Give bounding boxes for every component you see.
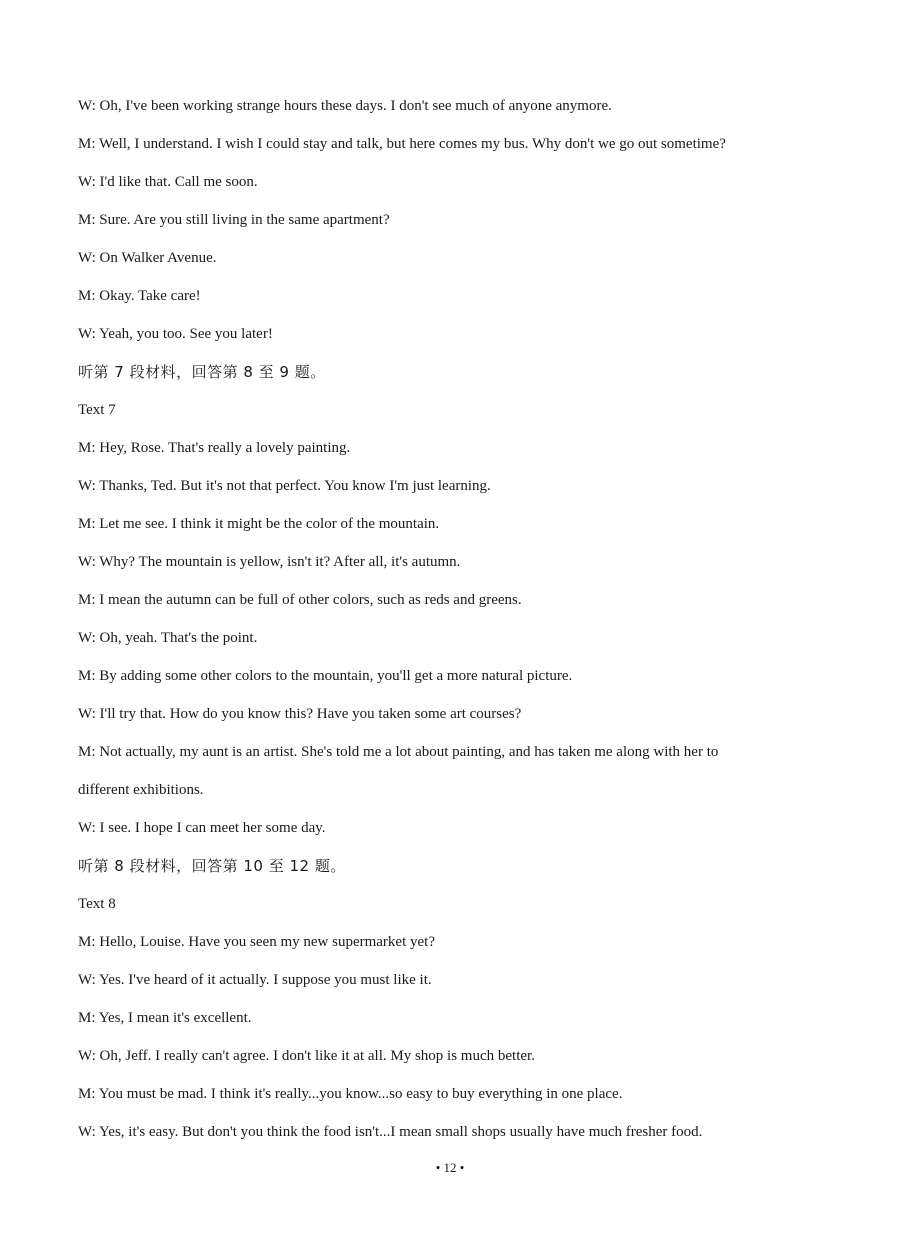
transcript-line: W: Thanks, Ted. But it's not that perfect. You know I'm just learning. <box>78 478 491 494</box>
transcript-line: W: I'll try that. How do you know this? Have you taken some art courses? <box>78 706 522 722</box>
transcript-line: M: Sure. Are you still living in the same apartment? <box>78 212 390 228</box>
transcript-line: M: By adding some other colors to the mountain, you'll get a more natural picture. <box>78 668 573 684</box>
page-number: • 12 • <box>435 1160 465 1175</box>
transcript-line: W: I see. I hope I can meet her some day. <box>78 820 326 836</box>
section-instruction: 听第 8 段材料，回答第 10 至 12 题。 <box>78 857 346 875</box>
transcript-line: M: Well, I understand. I wish I could stay and talk, but here comes my bus. Why don't we go out sometime? <box>78 136 726 152</box>
transcript-line: M: Hey, Rose. That's really a lovely painting. <box>78 440 351 456</box>
transcript-line: W: I'd like that. Call me soon. <box>78 174 258 190</box>
transcript-line: M: Let me see. I think it might be the color of the mountain. <box>78 516 440 532</box>
section-heading: Text 8 <box>78 896 116 912</box>
transcript-line: W: Yeah, you too. See you later! <box>78 326 273 342</box>
transcript-line: M: Yes, I mean it's excellent. <box>78 1010 252 1026</box>
transcript-line: M: I mean the autumn can be full of other colors, such as reds and greens. <box>78 592 522 608</box>
section-heading: Text 7 <box>78 402 116 418</box>
transcript-line-continuation: different exhibitions. <box>78 782 204 798</box>
transcript-line: W: Why? The mountain is yellow, isn't it? After all, it's autumn. <box>78 554 461 570</box>
transcript-line: W: Oh, I've been working strange hours these days. I don't see much of anyone anymore. <box>78 98 612 114</box>
transcript-line: W: Oh, Jeff. I really can't agree. I don't like it at all. My shop is much better. <box>78 1048 535 1064</box>
transcript-line: M: Hello, Louise. Have you seen my new supermarket yet? <box>78 934 435 950</box>
transcript-line: W: Yes, it's easy. But don't you think the food isn't...I mean small shops usually have much fresher food. <box>78 1124 703 1140</box>
section-instruction: 听第 7 段材料，回答第 8 至 9 题。 <box>78 363 326 381</box>
transcript-body <box>78 96 838 1160</box>
transcript-line: W: On Walker Avenue. <box>78 250 217 266</box>
transcript-line: M: You must be mad. I think it's really...you know...so easy to buy everything in one place. <box>78 1086 623 1102</box>
transcript-line: W: Yes. I've heard of it actually. I suppose you must like it. <box>78 972 432 988</box>
transcript-line: W: Oh, yeah. That's the point. <box>78 630 258 646</box>
transcript-line: M: Okay. Take care! <box>78 288 201 304</box>
transcript-line: M: Not actually, my aunt is an artist. She's told me a lot about painting, and has taken me along with her to <box>78 744 719 760</box>
